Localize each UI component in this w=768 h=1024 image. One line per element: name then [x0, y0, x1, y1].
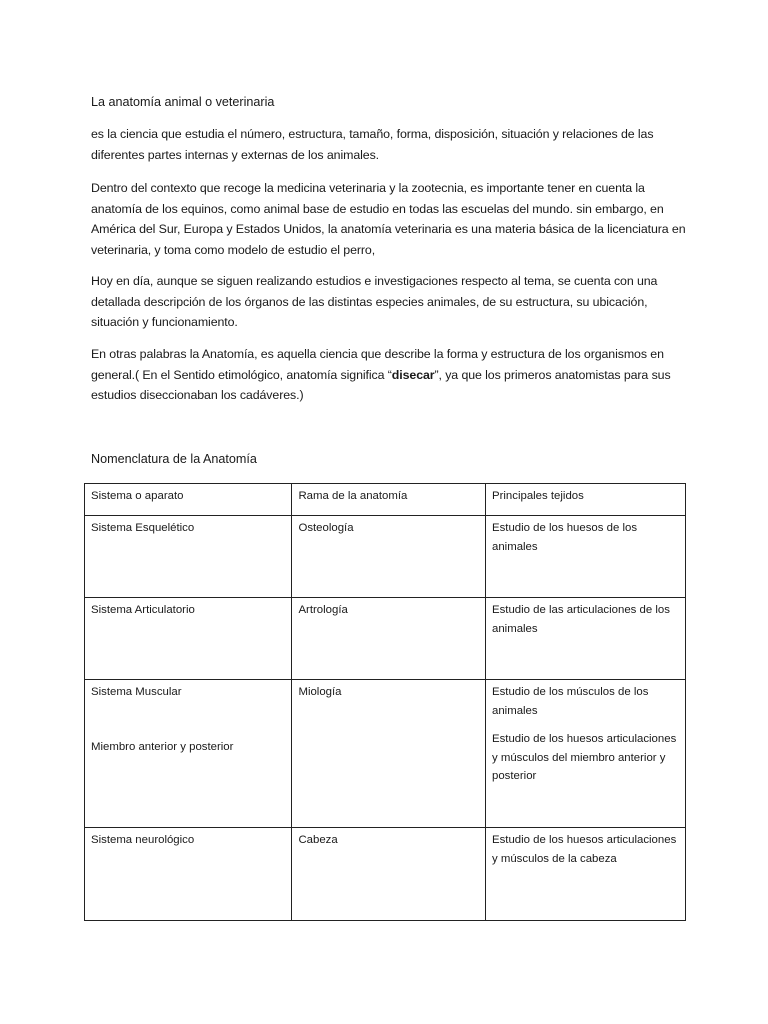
header-tejidos: Principales tejidos [486, 484, 686, 516]
table-row [85, 516, 686, 598]
table-title: Nomenclatura de la Anatomía [91, 452, 257, 466]
cell-tejidos: Estudio de los huesos de los animales [486, 516, 686, 598]
nomenclature-table [84, 483, 686, 921]
paragraph-context: Dentro del contexto que recoge la medicina veterinaria y la zootecnia, es importante tener en cuenta la anatomía de los equinos, como animal base de estudio en todas las escuelas del mundo. sin embargo, en América del Sur, Europa y Estados Unidos, la anatomía veterinaria es una materia básica de la licenciatura en veterinaria, y toma como modelo de estudio el perro, [91, 181, 686, 257]
cell-rama: Miología [292, 680, 486, 828]
paragraph-definition: es la ciencia que estudia el número, estructura, tamaño, forma, disposición, situación y relaciones de las diferentes partes internas y externas de los animales. [91, 127, 654, 162]
cell-sistema-sub: Miembro anterior y posterior [91, 740, 234, 753]
cell-tejidos: Estudio de los huesos articulaciones y músculos de la cabeza [486, 828, 686, 921]
cell-sistema: Sistema neurológico [85, 828, 292, 921]
header-sistema: Sistema o aparato [85, 484, 292, 516]
cell-tejidos-sub: Estudio de los huesos articulaciones y músculos del miembro anterior y posterior [492, 733, 677, 783]
table-header-row [85, 484, 686, 516]
cell-tejidos-main: Estudio de los músculos de los animales [492, 686, 649, 717]
document-title: La anatomía animal o veterinaria [91, 95, 275, 109]
table-row [85, 828, 686, 921]
etymology-text-before: En otras palabras la Anatomía, es aquella ciencia que describe la forma y estructura de los organismos en general.( En el Sentido etimológico, anatomía significa “ [91, 347, 664, 382]
cell-sistema-main: Sistema Muscular [91, 686, 182, 698]
paragraph-today: Hoy en día, aunque se siguen realizando estudios e investigaciones respecto al tema, se cuenta con una detallada descripción de los órganos de las distintas especies animales, de su estructura, su ubicación, situación y funcionamiento. [91, 274, 658, 329]
header-rama: Rama de la anatomía [292, 484, 486, 516]
cell-tejidos [486, 680, 686, 828]
etymology-bold-term: disecar [391, 367, 435, 382]
etymology-text-after: ”, ya que los primeros anatomistas para sus estudios diseccionaban los cadáveres.) [91, 367, 671, 402]
table-row [85, 680, 686, 828]
cell-rama: Osteología [292, 516, 486, 598]
cell-rama: Artrología [292, 598, 486, 680]
cell-sistema [85, 680, 292, 828]
cell-sistema: Sistema Articulatorio [85, 598, 292, 680]
paragraph-etymology [91, 344, 697, 406]
cell-rama: Cabeza [292, 828, 486, 921]
table-row [85, 598, 686, 680]
cell-sistema: Sistema Esquelético [85, 516, 292, 598]
cell-tejidos: Estudio de las articulaciones de los animales [486, 598, 686, 680]
